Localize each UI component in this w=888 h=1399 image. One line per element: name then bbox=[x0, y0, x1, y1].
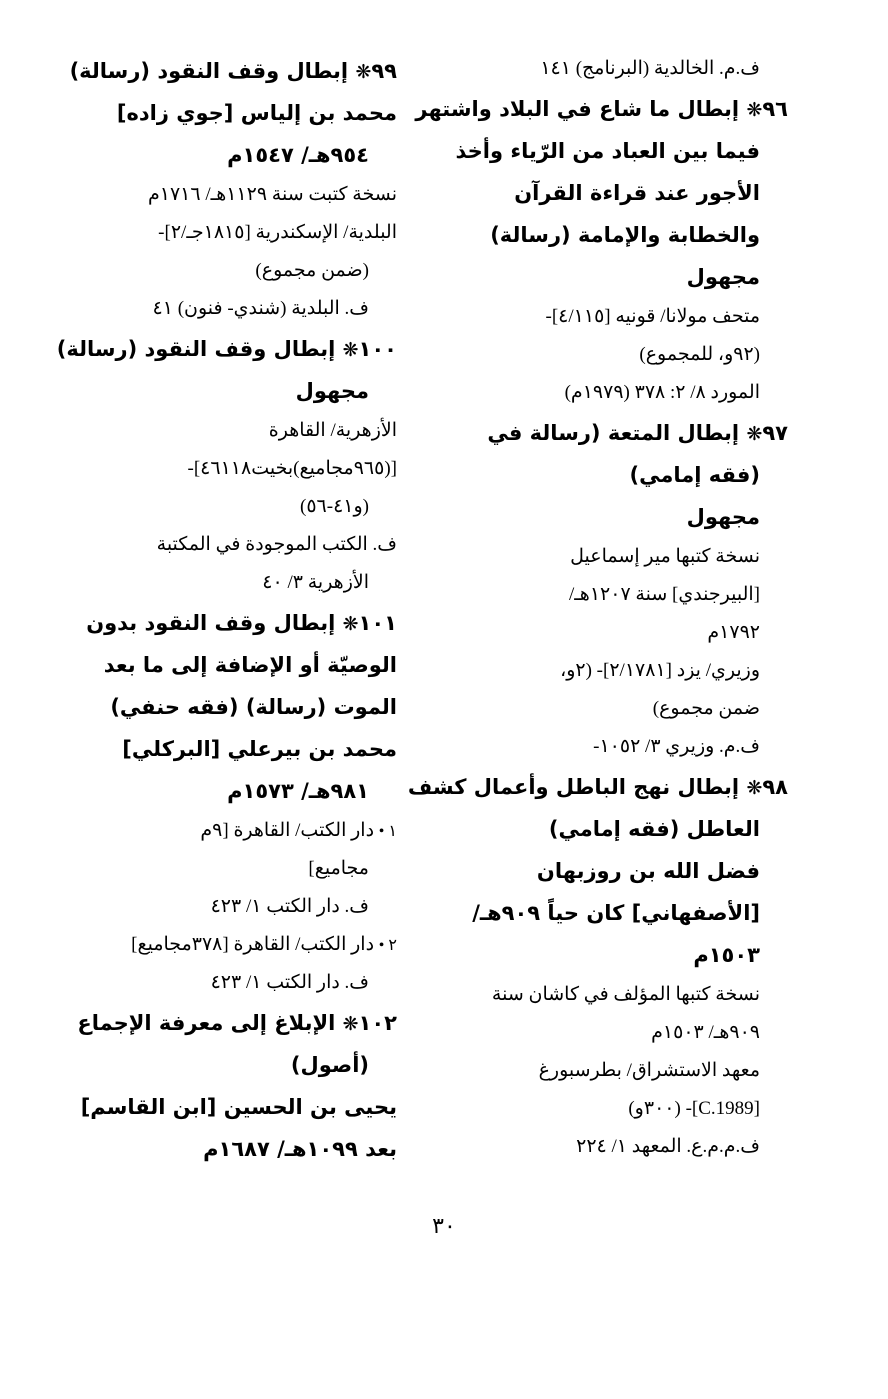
entry-number: ١٠٢ bbox=[358, 1011, 397, 1035]
bullet-icon: ٢ • bbox=[378, 937, 397, 954]
entry-text: [C.1989]- (٣٠٠و) bbox=[628, 1098, 760, 1119]
entry-97 bbox=[443, 412, 788, 766]
entry-title: الموت (رسالة) (فقه حنفي) bbox=[110, 695, 397, 719]
right-column bbox=[407, 50, 788, 1166]
entry-text: البلدية/ الإسكندرية [١٨١٥جـ/٢]- bbox=[158, 222, 397, 243]
entry-reference: الأزهرية ٣/ ٤٠ bbox=[262, 572, 369, 593]
entry-text: ١٧٩٢م bbox=[707, 622, 760, 643]
entry-author: [الأصفهاني] كان حياً ٩٠٩هـ/ bbox=[472, 901, 760, 925]
star-icon: ❋ bbox=[342, 339, 359, 361]
copy-text: دار الكتب/ القاهرة [٣٧٨مجاميع] bbox=[131, 934, 375, 955]
copy-item bbox=[52, 812, 397, 850]
entry-text: معهد الاستشراق/ بطرسبورغ bbox=[538, 1060, 760, 1081]
entry-title: الأجور عند قراءة القرآن bbox=[514, 181, 760, 205]
entry-text: (ضمن مجموع) bbox=[255, 260, 369, 281]
star-icon: ❋ bbox=[746, 777, 763, 799]
entry-title: والخطابة والإمامة (رسالة) bbox=[490, 223, 760, 247]
bullet-icon: ١ • bbox=[378, 823, 397, 840]
entry-text: متحف مولانا/ قونيه [٤/١١٥]- bbox=[545, 306, 760, 327]
entry-author: يحيى بن الحسين [ابن القاسم] bbox=[80, 1095, 397, 1119]
star-icon: ❋ bbox=[746, 423, 763, 445]
entry-text: نسخة كتبها المؤلف في كاشان سنة bbox=[491, 984, 760, 1005]
entry-text: نسخة كتبت سنة ١١٢٩هـ/ ١٧١٦م bbox=[148, 184, 397, 205]
entry-title: إبطال المتعة (رسالة في bbox=[487, 421, 740, 445]
entry-title: إبطال وقف النقود (رسالة) bbox=[69, 59, 349, 83]
entry-text: [البيرجندي] سنة ١٢٠٧هـ/ bbox=[568, 584, 760, 605]
entry-100 bbox=[52, 328, 397, 602]
entry-author: محمد بن إلياس [جوي زاده] bbox=[116, 101, 397, 125]
star-icon: ❋ bbox=[342, 613, 359, 635]
entry-text: ٩٠٩هـ/ ١٥٠٣م bbox=[651, 1022, 760, 1043]
entry-96 bbox=[415, 88, 788, 412]
intro-reference: ف.م. الخالدية (البرنامج) ١٤١ bbox=[540, 58, 760, 79]
entry-text: (و٤١-٥٦) bbox=[299, 496, 369, 517]
entry-author: ١٥٠٣م bbox=[693, 943, 760, 967]
entry-author: فضل الله بن روزبهان bbox=[536, 859, 760, 883]
star-icon: ❋ bbox=[746, 99, 763, 121]
star-icon: ❋ bbox=[355, 61, 372, 83]
entry-title: العاطل (فقه إمامي) bbox=[548, 817, 760, 841]
entry-text: [(٩٦٥مجاميع)بخيت٤٦١١٨]- bbox=[187, 458, 397, 479]
entry-text: نسخة كتبها مير إسماعيل bbox=[570, 546, 760, 567]
entry-text: وزيري/ يزد [٢/١٧٨١]- (٢و، bbox=[560, 660, 760, 681]
entry-author: ٩٨١هـ/ ١٥٧٣م bbox=[227, 779, 369, 803]
copy-reference: ف. دار الكتب ١/ ٤٢٣ bbox=[210, 896, 369, 917]
left-column bbox=[52, 50, 397, 1170]
copy-text: مجاميع] bbox=[308, 858, 369, 879]
entry-number: ٩٩ bbox=[371, 59, 397, 83]
entry-number: ٩٦ bbox=[762, 97, 788, 121]
copy-text: دار الكتب/ القاهرة [٩م bbox=[200, 820, 375, 841]
entry-title: إبطال وقف النقود بدون bbox=[86, 611, 336, 635]
entry-author: مجهول bbox=[295, 379, 369, 403]
entry-99 bbox=[52, 50, 397, 328]
entry-title: إبطال ما شاع في البلاد واشتهر bbox=[415, 97, 740, 121]
entry-number: ١٠٠ bbox=[358, 337, 397, 361]
entry-reference: ف. البلدية (شندي- فنون) ٤١ bbox=[152, 298, 369, 319]
entry-reference: ف.م.م.ع. المعهد ١/ ٢٢٤ bbox=[576, 1136, 760, 1157]
copy-item bbox=[52, 926, 397, 964]
page-number: ٣٠ bbox=[432, 1213, 456, 1238]
entry-text: (٩٢و، للمجموع) bbox=[639, 344, 760, 365]
entry-title: (أصول) bbox=[290, 1053, 369, 1077]
entry-author: محمد بن بيرعلي [البركلي] bbox=[122, 737, 397, 761]
entry-number: ١٠١ bbox=[358, 611, 397, 635]
entry-101 bbox=[52, 602, 397, 1002]
entry-text: ضمن مجموع) bbox=[652, 698, 760, 719]
entry-title: فيما بين العباد من الرّياء وأخذ bbox=[455, 139, 760, 163]
entry-author: بعد ١٠٩٩هـ/ ١٦٨٧م bbox=[203, 1137, 397, 1161]
entry-title: إبطال وقف النقود (رسالة) bbox=[56, 337, 336, 361]
entry-title: إبطال نهج الباطل وأعمال كشف bbox=[407, 775, 740, 799]
entry-reference: ف. الكتب الموجودة في المكتبة bbox=[156, 534, 397, 555]
entry-title: الإبلاغ إلى معرفة الإجماع bbox=[77, 1011, 336, 1035]
star-icon: ❋ bbox=[342, 1013, 359, 1035]
entry-102 bbox=[52, 1002, 397, 1170]
entry-98 bbox=[407, 766, 788, 1166]
entry-reference: المورد ٨/ ٢: ٣٧٨ (١٩٧٩م) bbox=[564, 382, 760, 403]
entry-number: ٩٧ bbox=[762, 421, 788, 445]
entry-title: الوصيّة أو الإضافة إلى ما بعد bbox=[103, 653, 397, 677]
entry-number: ٩٨ bbox=[762, 775, 788, 799]
entry-author: مجهول bbox=[686, 265, 760, 289]
entry-title: (فقه إمامي) bbox=[629, 463, 760, 487]
entry-text: الأزهرية/ القاهرة bbox=[268, 420, 397, 441]
entry-author: ٩٥٤هـ/ ١٥٤٧م bbox=[227, 143, 369, 167]
entry-reference: ف.م. وزيري ٣/ ١٠٥٢- bbox=[593, 736, 760, 757]
copy-reference: ف. دار الكتب ١/ ٤٢٣ bbox=[210, 972, 369, 993]
entry-author: مجهول bbox=[686, 505, 760, 529]
